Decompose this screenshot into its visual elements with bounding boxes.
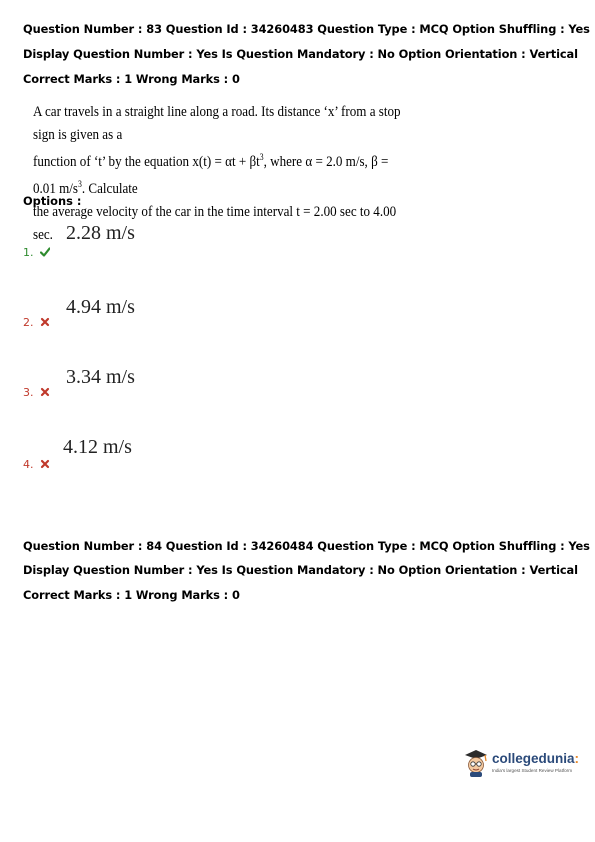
cross-icon (40, 387, 50, 397)
q83-text-line-1: A car travels in a straight line along a road. Its distance ‘x’ from a stop sign is given as a (33, 103, 401, 143)
options-label: Options : (23, 194, 82, 208)
option-4-value: 4.12 m/s (63, 436, 132, 458)
q83-meta-line-2: Display Question Number : Yes Is Question Mandatory : No Option Orientation : Vertical (23, 47, 578, 61)
logo-name: collegedunia: (492, 750, 580, 766)
q83-text-line-2: function of ‘t’ by the equation $x(t) = \alpha t + \beta t^3$, where α = 2.0 m/s, β = 0.01 $m/s^3$. Calculate (33, 152, 389, 198)
check-icon (40, 247, 50, 257)
q84-meta-line-2: Display Question Number : Yes Is Question Mandatory : No Option Orientation : Vertical (23, 563, 578, 577)
logo-tagline: India's largest Student Review Platform (492, 767, 573, 773)
option-2-number: 2. (23, 316, 50, 329)
q83-meta-line-1: Question Number : 83 Question Id : 34260483 Question Type : MCQ Option Shuffling : Yes (23, 22, 590, 36)
cross-icon (40, 459, 50, 469)
q83-text-line-3: the average velocity of the car in the time interval t = 2.00 sec to 4.00 sec. (33, 203, 397, 244)
logo-text (492, 752, 579, 773)
option-3-number: 3. (23, 386, 50, 399)
cross-icon (40, 317, 50, 327)
q83-meta-line-3: Correct Marks : 1 Wrong Marks : 0 (23, 72, 240, 86)
option-3-value: 3.34 m/s (66, 366, 135, 388)
option-1-value: 2.28 m/s (66, 222, 135, 244)
option-2-value: 4.94 m/s (66, 296, 135, 318)
graduate-mascot-icon (463, 746, 489, 778)
option-1-number: 1. (23, 246, 50, 259)
q84-meta-line-1: Question Number : 84 Question Id : 34260484 Question Type : MCQ Option Shuffling : Yes (23, 539, 590, 553)
option-4-number: 4. (23, 458, 50, 471)
q84-meta-line-3: Correct Marks : 1 Wrong Marks : 0 (23, 588, 240, 602)
collegedunia-logo (463, 746, 579, 778)
